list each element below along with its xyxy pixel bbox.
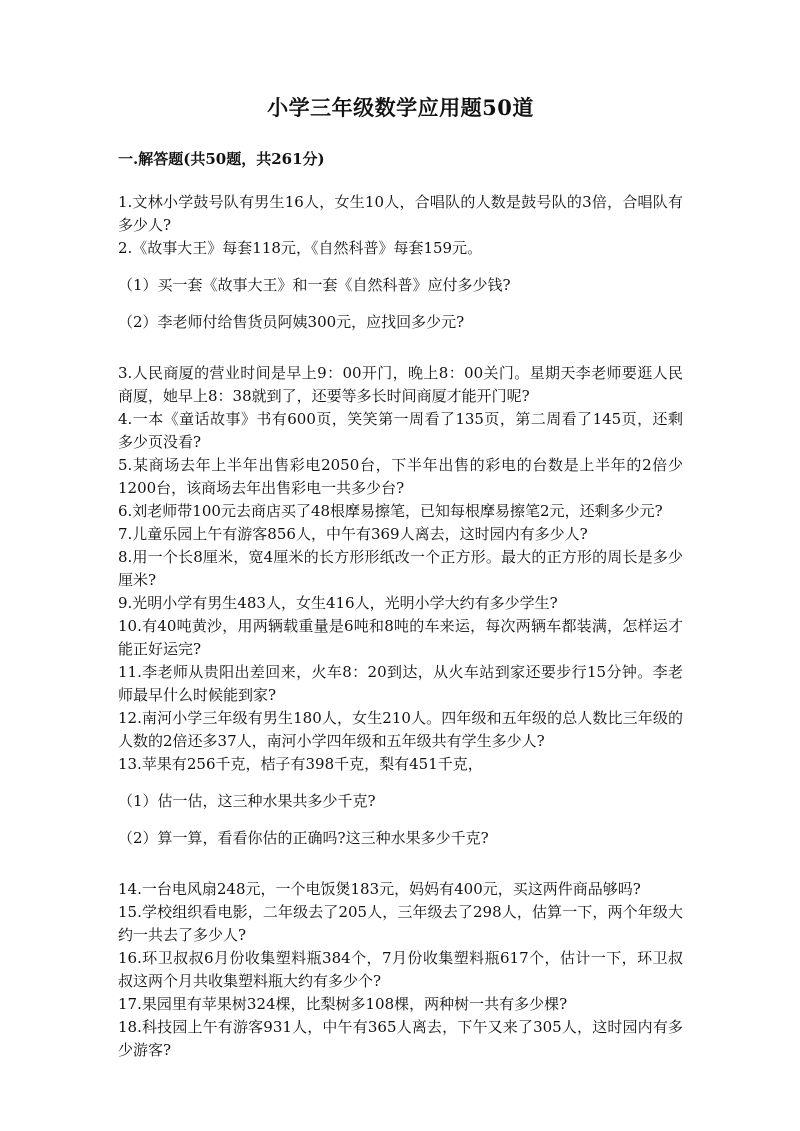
question-5: 5.某商场去年上半年出售彩电2050台，下半年出售的彩电的台数是上半年的2倍少1200台，该商场去年出售彩电一共多少台? [118, 456, 683, 497]
page-title: 小学三年级数学应用题50道 [267, 95, 534, 120]
question-13: 13.苹果有256千克，桔子有398千克，梨有451千克， [118, 755, 483, 773]
spacer [118, 864, 683, 878]
question-3: 3.人民商厦的营业时间是早上9：00开门，晚上8：00关门。星期天李老师要逛人民商厦，她早上8：38就到了，还要等多长时间商厦才能开门呢? [118, 364, 683, 405]
question-16: 16.环卫叔叔6月份收集塑料瓶384个，7月份收集塑料瓶617个，估计一下，环卫叔叔这两个月共收集塑料瓶大约有多少个? [118, 949, 683, 990]
question-7: 7.儿童乐园上午有游客856人，中午有369人离去，这时园内有多少人? [118, 525, 588, 543]
question-1: 1.文林小学鼓号队有男生16人，女生10人，合唱队的人数是鼓号队的3倍，合唱队有多少人? [118, 193, 683, 234]
spacer [118, 348, 683, 362]
question-13-part-1: （1）估一估，这三种水果共多少千克? [118, 792, 376, 810]
question-10: 10.有40吨黄沙，用两辆载重量是6吨和8吨的车来运，每次两辆车都装满，怎样运才能正好运完? [118, 617, 683, 658]
question-9: 9.光明小学有男生483人，女生416人，光明小学大约有多少学生? [118, 594, 558, 612]
question-15: 15.学校组织看电影，二年级去了205人，三年级去了298人，估算一下，两个年级大约一共去了多少人? [118, 903, 683, 944]
question-6: 6.刘老师带100元去商店买了48根摩易擦笔，已知每根摩易擦笔2元，还剩多少元? [118, 502, 663, 520]
question-18: 18.科技园上午有游客931人，中午有365人离去，下午又来了305人，这时园内有多少游客? [118, 1018, 683, 1059]
question-11: 11.李老师从贵阳出差回来，火车8：20到达，从火车站到家还要步行15分钟。李老师最早什么时候能到家? [118, 663, 683, 704]
question-2-part-2: （2）李老师付给售货员阿姨300元，应找回多少元? [118, 313, 465, 331]
question-8: 8.用一个长8厘米，宽4厘米的长方形形纸改一个正方形。最大的正方形的周长是多少厘米? [118, 548, 683, 589]
question-2: 2.《故事大王》每套118元，《自然科普》每套159元。 [118, 239, 483, 257]
question-14: 14.一台电风扇248元，一个电饭煲183元，妈妈有400元，买这两件商品够吗? [118, 880, 641, 898]
question-13-part-2: （2）算一算，看看你估的正确吗?这三种水果多少千克? [118, 829, 489, 847]
question-12: 12.南河小学三年级有男生180人，女生210人。四年级和五年级的总人数比三年级的人数的2倍还多37人，南河小学四年级和五年级共有学生多少人? [118, 709, 683, 750]
question-4: 4.一本《童话故事》书有600页，笑笑第一周看了135页，第二周看了145页，还剩多少页没看? [118, 410, 683, 451]
document-page [118, 92, 683, 1062]
question-2-part-1: （1）买一套《故事大王》和一套《自然科普》应付多少钱? [118, 276, 511, 294]
section-heading: 一.解答题(共50题，共261分) [118, 150, 325, 168]
question-17: 17.果园里有苹果树324棵，比梨树多108棵，两种树一共有多少棵? [118, 995, 568, 1013]
